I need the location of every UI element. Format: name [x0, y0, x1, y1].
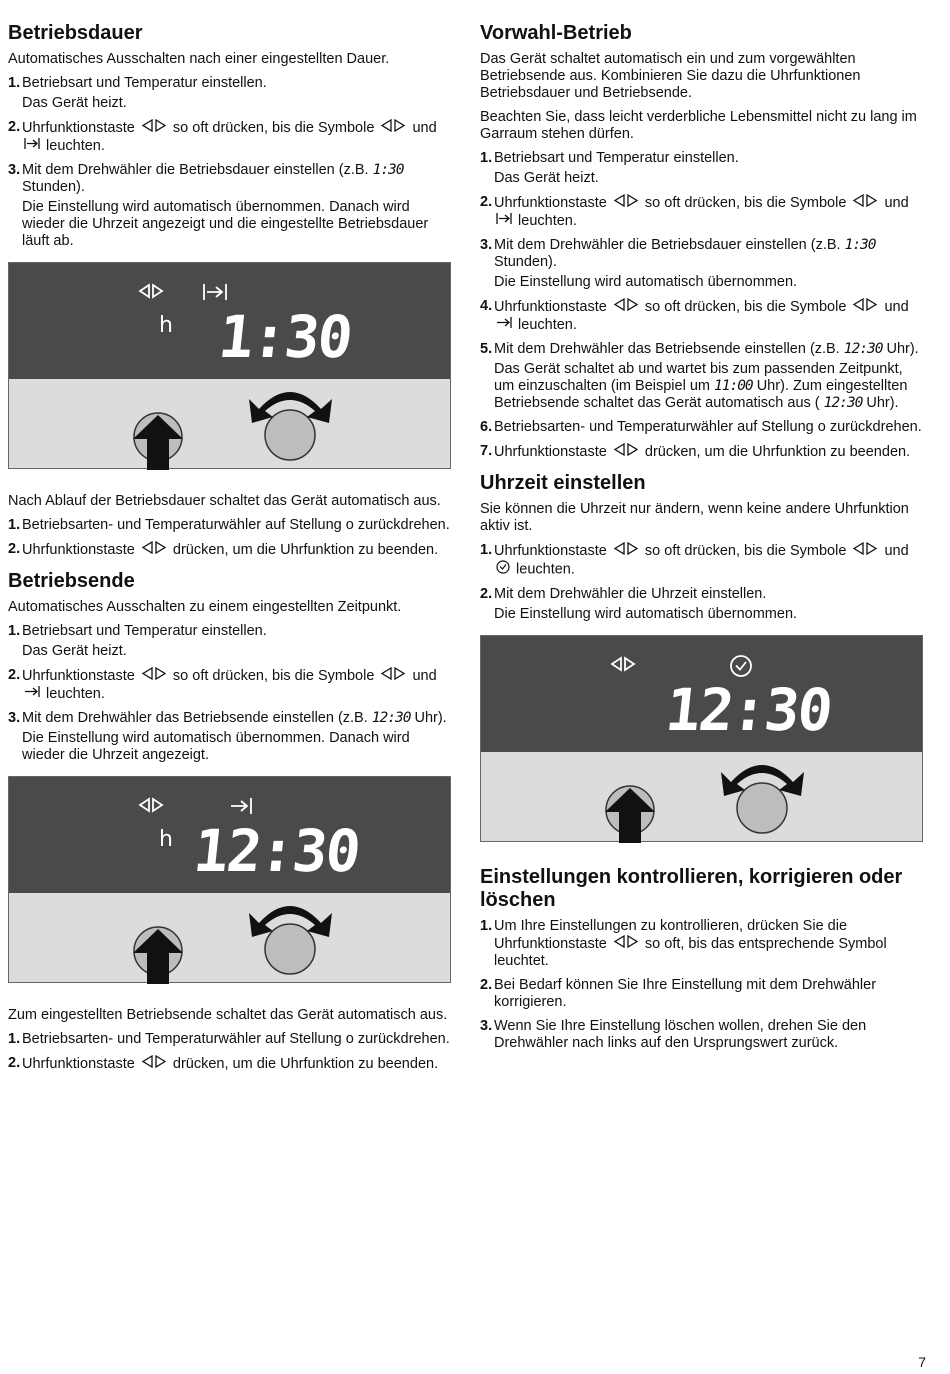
- hours-indicator: h: [159, 313, 173, 338]
- clock-icon: [496, 560, 510, 579]
- left-column: [8, 22, 451, 1080]
- list-item: [480, 1018, 925, 1052]
- page-number: 7: [918, 1354, 926, 1370]
- rotary-knob-icon: [737, 783, 787, 833]
- step-number: 7.: [480, 443, 493, 459]
- step-subtext: Das Gerät heizt.: [22, 95, 127, 111]
- step-text: so oft drücken, bis die Symbole: [644, 542, 847, 559]
- step-list: [8, 75, 451, 250]
- section-vorwahl-betrieb: [480, 22, 925, 461]
- clock-function-icon: [141, 667, 167, 685]
- display-time: 12:30: [190, 817, 363, 885]
- list-item: [480, 918, 925, 970]
- list-item: [480, 586, 925, 623]
- step-text: Betriebsarten- und Temperaturwähler auf Stellung o zurückdrehen.: [22, 1031, 450, 1047]
- control-panel-display: [8, 776, 451, 983]
- step-text: Betriebsart und Temperatur einstellen.: [22, 623, 267, 639]
- step-subtext-part: Uhr).: [866, 395, 899, 411]
- clock-function-icon: [380, 667, 406, 685]
- step-subtext-part: Uhr). Zum eingestellten Betriebsende schaltet das Gerät automatisch aus (: [494, 378, 908, 411]
- step-text: leuchten.: [46, 137, 105, 154]
- clock-function-icon: [852, 542, 878, 560]
- step-text: Stunden).: [494, 254, 557, 270]
- step-list: [8, 623, 451, 764]
- step-number: 2.: [8, 541, 21, 557]
- section-betriebsende: [8, 570, 451, 1073]
- duration-icon: [496, 212, 512, 230]
- section-text: Nach Ablauf der Betriebsdauer schaltet das Gerät automatisch aus.: [8, 493, 441, 509]
- rotary-knob-icon: [265, 924, 315, 974]
- step-number: 3.: [480, 1018, 493, 1034]
- step-number: 2.: [480, 194, 493, 210]
- step-text: so oft drücken, bis die Symbole: [172, 667, 375, 684]
- step-text: Uhr).: [414, 710, 447, 726]
- step-text: drücken, um die Uhrfunktion zu beenden.: [644, 443, 911, 460]
- step-text: Bei Bedarf können Sie Ihre Einstellung mit dem Drehwähler korrigieren.: [494, 977, 877, 1010]
- hours-indicator: h: [159, 827, 173, 852]
- step-text: Betriebsarten- und Temperaturwähler auf Stellung o zurückdrehen.: [494, 419, 922, 435]
- step-number: 3.: [8, 710, 21, 726]
- step-list: [8, 517, 451, 559]
- section-note: Beachten Sie, dass leicht verderbliche Lebensmittel nicht zu lang im Garraum stehen dürfen.: [480, 109, 917, 142]
- step-text: Mit dem Drehwähler die Betriebsdauer einstellen (z.B.: [22, 162, 369, 178]
- list-item: [480, 419, 925, 436]
- step-subtext: Die Einstellung wird automatisch übernommen.: [494, 274, 798, 290]
- step-number: 1.: [8, 1031, 21, 1047]
- step-subtext: Das Gerät heizt.: [22, 643, 127, 659]
- segment-value: 1:30: [372, 162, 404, 178]
- section-title: Betriebsende: [8, 570, 135, 592]
- control-panel-display: [480, 635, 923, 842]
- control-knob-and-button: [481, 752, 924, 843]
- list-item: [480, 150, 925, 187]
- list-item: [480, 443, 925, 461]
- list-item: [8, 667, 451, 703]
- list-item: [8, 1055, 451, 1073]
- clock-function-icon: [609, 656, 637, 677]
- step-subtext: Das Gerät heizt.: [494, 170, 599, 186]
- clock-function-icon: [613, 298, 639, 316]
- step-text: Uhrfunktionstaste: [22, 667, 135, 684]
- step-text: drücken, um die Uhrfunktion zu beenden.: [172, 1055, 439, 1072]
- control-knob-and-button: [9, 893, 452, 984]
- step-text: drücken, um die Uhrfunktion zu beenden.: [172, 541, 439, 558]
- control-knob-and-button: [9, 379, 452, 470]
- list-item: [480, 341, 925, 412]
- step-number: 1.: [480, 542, 493, 558]
- step-text: so oft drücken, bis die Symbole: [644, 298, 847, 315]
- step-text: Uhrfunktionstaste: [494, 298, 607, 315]
- clock-function-icon: [380, 119, 406, 137]
- step-text: leuchten.: [46, 685, 105, 702]
- list-item: [8, 517, 451, 534]
- step-subtext: Die Einstellung wird automatisch übernommen. Danach wird wieder die Uhrzeit angezeigt.: [22, 730, 410, 763]
- clock-function-icon: [137, 797, 165, 818]
- clock-function-icon: [852, 194, 878, 212]
- step-text: und: [884, 542, 909, 559]
- step-text: Betriebsart und Temperatur einstellen.: [494, 150, 739, 166]
- end-time-icon: [496, 316, 512, 334]
- control-panel-display: [8, 262, 451, 469]
- list-item: [480, 194, 925, 230]
- section-text: Zum eingestellten Betriebsende schaltet das Gerät automatisch aus.: [8, 1007, 448, 1023]
- clock-function-icon: [613, 542, 639, 560]
- step-text: Uhrfunktionstaste: [494, 542, 607, 559]
- segment-value: 1:30: [844, 237, 876, 253]
- display-time: 12:30: [662, 676, 835, 744]
- list-item: [8, 623, 451, 660]
- step-number: 1.: [8, 75, 21, 91]
- step-text: und: [412, 667, 437, 684]
- section-intro: Automatisches Ausschalten zu einem eingestellten Zeitpunkt.: [8, 599, 402, 615]
- step-text: Uhrfunktionstaste: [22, 541, 135, 558]
- step-list: [480, 918, 925, 1052]
- step-text: Betriebsart und Temperatur einstellen.: [22, 75, 267, 91]
- step-list: [480, 150, 925, 461]
- section-title: Betriebsdauer: [8, 22, 143, 44]
- clock-function-icon: [141, 1055, 167, 1073]
- section-intro: Sie können die Uhrzeit nur ändern, wenn keine andere Uhrfunktion aktiv ist.: [480, 501, 909, 534]
- step-text: Mit dem Drehwähler das Betriebsende einstellen (z.B.: [494, 341, 840, 357]
- step-number: 3.: [8, 162, 21, 178]
- section-intro: Automatisches Ausschalten nach einer eingestellten Dauer.: [8, 51, 390, 67]
- step-subtext: [494, 361, 925, 412]
- step-text: und: [412, 119, 437, 136]
- step-number: 2.: [480, 977, 493, 993]
- right-column: [480, 22, 925, 1059]
- step-number: 2.: [480, 586, 493, 602]
- step-number: 1.: [8, 623, 21, 639]
- step-text: Uhrfunktionstaste: [22, 1055, 135, 1072]
- step-text: Uhrfunktionstaste: [494, 443, 607, 460]
- step-number: 6.: [480, 419, 493, 435]
- clock-function-icon: [613, 194, 639, 212]
- step-subtext: Die Einstellung wird automatisch übernommen. Danach wird wieder die Uhrzeit angezeigt und die eingestellte Betriebsdauer läuft ab.: [22, 199, 429, 249]
- step-text: so oft drücken, bis die Symbole: [172, 119, 375, 136]
- step-text: Mit dem Drehwähler das Betriebsende einstellen (z.B.: [22, 710, 368, 726]
- step-text: Mit dem Drehwähler die Uhrzeit einstellen.: [494, 586, 767, 602]
- step-text: Um Ihre Einstellungen zu kontrollieren, drücken Sie die Uhrfunktionstaste: [494, 918, 848, 952]
- segment-value: 12:30: [843, 341, 883, 357]
- segment-value: 11:00: [714, 378, 753, 394]
- step-text: leuchten.: [516, 561, 575, 578]
- step-number: 1.: [8, 517, 21, 533]
- clock-function-icon: [613, 443, 639, 461]
- clock-function-icon: [613, 935, 639, 953]
- step-text: und: [884, 194, 909, 211]
- list-item: [8, 162, 451, 250]
- clock-function-icon: [852, 298, 878, 316]
- list-item: [8, 1031, 451, 1048]
- step-list: [8, 1031, 451, 1073]
- step-text: Uhrfunktionstaste: [22, 119, 135, 136]
- step-number: 4.: [480, 298, 493, 314]
- step-text: so oft, bis das entsprechende Symbol leuchtet.: [494, 935, 887, 969]
- step-text: Stunden).: [22, 179, 85, 195]
- step-text: leuchten.: [518, 316, 577, 333]
- step-number: 2.: [8, 1055, 21, 1071]
- section-title: Uhrzeit einstellen: [480, 472, 646, 494]
- list-item: [480, 298, 925, 334]
- step-text: Uhrfunktionstaste: [494, 194, 607, 211]
- step-number: 1.: [480, 918, 493, 934]
- step-number: 3.: [480, 237, 493, 253]
- step-text: leuchten.: [518, 212, 577, 229]
- section-einstellungen-kontrollieren: [480, 866, 925, 1052]
- list-item: [8, 541, 451, 559]
- section-uhrzeit-einstellen: [480, 472, 925, 842]
- step-number: 2.: [8, 119, 21, 135]
- section-betriebsdauer: [8, 22, 451, 559]
- clock-function-icon: [141, 541, 167, 559]
- section-intro: Das Gerät schaltet automatisch ein und zum vorgewählten Betriebsende aus. Kombinieren Sie dazu die Uhrfunktionen Betriebsdauer und Betriebsende.: [480, 51, 861, 101]
- segment-value: 12:30: [371, 710, 411, 726]
- step-text: und: [884, 298, 909, 315]
- list-item: [8, 710, 451, 764]
- rotary-knob-icon: [265, 410, 315, 460]
- step-number: 2.: [8, 667, 21, 683]
- list-item: [8, 119, 451, 155]
- clock-function-icon: [141, 119, 167, 137]
- step-number: 5.: [480, 341, 493, 357]
- step-subtext-part: Das Gerät schaltet ab und wartet bis zum passenden Zeitpunkt, um einzuschalten (im Beispiel um: [494, 361, 903, 394]
- section-title: Vorwahl-Betrieb: [480, 22, 632, 44]
- duration-icon: [24, 137, 40, 155]
- list-item: [480, 237, 925, 291]
- step-text: so oft drücken, bis die Symbole: [644, 194, 847, 211]
- step-text: Betriebsarten- und Temperaturwähler auf Stellung o zurückdrehen.: [22, 517, 450, 533]
- step-text: Mit dem Drehwähler die Betriebsdauer einstellen (z.B.: [494, 237, 841, 253]
- list-item: [8, 75, 451, 112]
- step-subtext: Die Einstellung wird automatisch übernommen.: [494, 606, 798, 622]
- clock-function-icon: [137, 283, 165, 304]
- section-title: Einstellungen kontrollieren, korrigieren oder löschen: [480, 866, 903, 911]
- step-text: Wenn Sie Ihre Einstellung löschen wollen, drehen Sie den Drehwähler nach links auf den Ursprungswert zurück.: [494, 1018, 867, 1051]
- display-time: 1:30: [215, 303, 355, 371]
- step-list: [480, 542, 925, 623]
- step-text: Uhr).: [886, 341, 919, 357]
- list-item: [480, 542, 925, 579]
- step-number: 1.: [480, 150, 493, 166]
- segment-value: 12:30: [823, 395, 863, 411]
- end-time-icon: [24, 685, 40, 703]
- list-item: [480, 977, 925, 1011]
